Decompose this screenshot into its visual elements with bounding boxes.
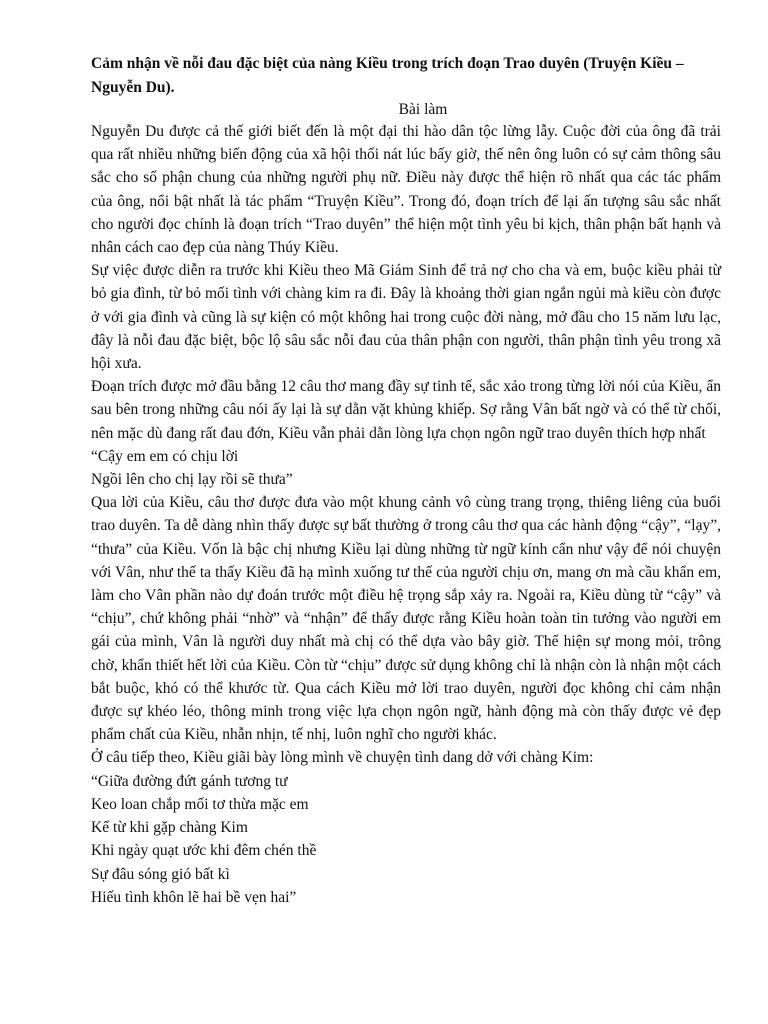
verse-line: “Cậy em em có chịu lời <box>91 447 239 465</box>
verse-line: Sự đâu sóng gió bất kì <box>91 865 230 883</box>
paragraph-opening: Đoạn trích được mở đầu bằng 12 câu thơ mang đầy sự tinh tế, sắc xảo trong từng lời nói của Kiều, ẩn sau bên trong những câu nói ấy lại là sự dằn vặt khủng khiếp. Sợ rằng Vân bất ngờ và có thể từ chối, nên mặc dù đang rất đau đớn, Kiều vẫn phải dằn lòng lựa chọn ngôn ngữ trao duyên thích hợp nhất <box>91 378 721 442</box>
paragraph-intro: Nguyễn Du được cả thế giới biết đến là một đại thi hào dân tộc lừng lẫy. Cuộc đời của ông đã trải qua rất nhiều những biến động của xã hội thối nát lúc bấy giờ, thế nên ông luôn có sự cảm thông sâu sắc cho số phận chung của những người phụ nữ. Điều này được thể hiện rõ nhất qua các tác phẩm của ông, nổi bật nhất là tác phẩm “Truyện Kiều”. Trong đó, đoạn trích để lại ấn tượng sâu sắc nhất cho người đọc chính là đoạn trích “Trao duyên” thể hiện một tình yêu bi kịch, thân phận bất hạnh và nhân cách cao đẹp của nàng Thúy Kiều. <box>91 123 721 257</box>
verse-line: “Giữa đường đứt gánh tương tư <box>91 772 288 790</box>
verse-line: Khi ngày quạt ước khi đêm chén thề <box>91 842 317 860</box>
verse-line: Kể từ khi gặp chàng Kim <box>91 819 248 837</box>
verse-line: Hiếu tình khôn lẽ hai bề vẹn hai” <box>91 888 297 906</box>
verse-line: Keo loan chắp mối tơ thừa mặc em <box>91 795 309 813</box>
paragraph-transition: Ở câu tiếp theo, Kiều giãi bày lòng mình về chuyện tình dang dở với chàng Kim: <box>91 749 594 767</box>
document-body <box>91 52 721 909</box>
verse-line: Ngồi lên cho chị lạy rồi sẽ thưa” <box>91 471 293 489</box>
document-title: Cảm nhận về nỗi đau đặc biệt của nàng Kiều trong trích đoạn Trao duyên (Truyện Kiều – Nguyễn Du). <box>91 55 684 96</box>
paragraph-analysis: Qua lời của Kiều, câu thơ được đưa vào một khung cảnh vô cùng trang trọng, thiêng liêng của buổi trao duyên. Ta dễ dàng nhìn thấy được sự bất thường ở trong câu thơ qua các hành động “cậy”, “lạy”, “thưa” của Kiều. Vốn là bậc chị nhưng Kiều lại dùng những từ ngữ kính cẩn như vậy để nói chuyện với Vân, như thế ta thấy Kiều đã hạ mình xuống tư thế của người chịu ơn, mang ơn mà cầu khẩn em, làm cho Vân phần nào dự đoán trước một điều hệ trọng sắp xảy ra. Ngoài ra, Kiều dùng từ “cậy” và “chịu”, chứ không phải “nhờ” và “nhận” để thấy được rằng Kiều hoàn toàn tin tưởng vào người em gái của mình, Vân là người duy nhất mà chị có thể dựa vào bây giờ. Thể hiện sự mong mỏi, trông chờ, khẩn thiết hết lời của Kiều. Còn từ “chịu” được sử dụng không chỉ là nhận còn là nhận một cách bắt buộc, khó có thể khước từ. Qua cách Kiều mở lời trao duyên, người đọc không chỉ cảm nhận được sự khéo léo, thông minh trong việc lựa chọn ngôn ngữ, hành động mà còn thấy được vẻ đẹp phẩm chất của Kiều, nhẫn nhịn, tế nhị, luôn nghĩ cho người khác. <box>91 494 721 744</box>
paragraph-context: Sự việc được diễn ra trước khi Kiều theo Mã Giám Sinh để trả nợ cho cha và em, buộc kiều phải từ bỏ gia đình, từ bỏ mối tình với chàng kim ra đi. Đây là khoảng thời gian ngắn ngủi mà kiều còn được ở với gia đình và cũng là sự kiện có một không hai trong cuộc đời nàng, mở đầu cho 15 năm lưu lạc, đây là nỗi đau đặc biệt, bộc lộ sâu sắc nỗi đau của thân phận con người, thân phận tình yêu trong xã hội xưa. <box>91 262 721 373</box>
section-heading: Bài làm <box>398 101 448 118</box>
